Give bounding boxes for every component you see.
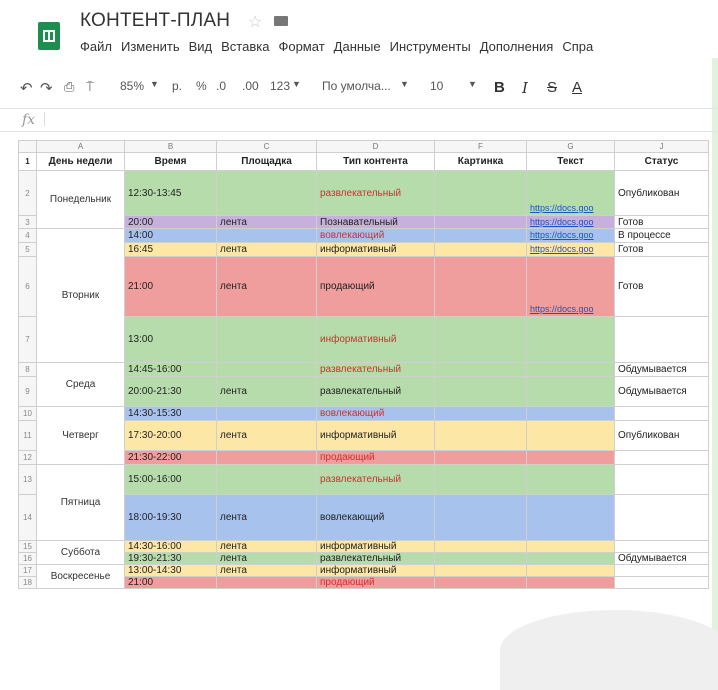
status-cell[interactable] — [615, 451, 709, 465]
content-type-cell[interactable]: развлекательный — [317, 465, 435, 495]
font-select[interactable]: По умолча... — [322, 79, 391, 93]
content-type-cell[interactable]: вовлекающий — [317, 229, 435, 243]
row-number[interactable]: 11 — [19, 421, 37, 451]
platform-cell[interactable]: лента — [217, 257, 317, 317]
menu-insert[interactable]: Вставка — [221, 39, 270, 54]
text-color-button[interactable]: A — [572, 79, 583, 96]
row-number[interactable]: 12 — [19, 451, 37, 465]
text-cell[interactable] — [527, 229, 615, 243]
column-header-a[interactable]: A — [37, 141, 125, 153]
platform-cell[interactable]: лента — [217, 553, 317, 565]
content-type-cell[interactable]: развлекательный — [317, 377, 435, 407]
text-cell[interactable] — [527, 465, 615, 495]
strikethrough-button[interactable]: S — [547, 79, 558, 96]
image-cell[interactable] — [435, 229, 527, 243]
column-header-f[interactable]: F — [435, 141, 527, 153]
content-type-cell[interactable]: развлекательный — [317, 553, 435, 565]
table-row — [19, 171, 709, 216]
day-cell[interactable]: Воскресенье — [37, 565, 125, 589]
platform-cell[interactable] — [217, 229, 317, 243]
platform-cell[interactable]: лента — [217, 377, 317, 407]
header-status[interactable]: Статус — [615, 153, 709, 171]
text-cell[interactable] — [527, 171, 615, 216]
time-cell[interactable]: 14:45-16:00 — [125, 363, 217, 377]
font-size-chevron-down-icon[interactable]: ▼ — [468, 79, 477, 89]
platform-cell[interactable] — [217, 363, 317, 377]
content-type-cell[interactable]: развлекательный — [317, 171, 435, 216]
status-cell[interactable] — [615, 577, 709, 589]
content-type-cell[interactable]: информативный — [317, 565, 435, 577]
menu-format[interactable]: Формат — [278, 39, 325, 54]
menu-data[interactable]: Данные — [333, 39, 381, 54]
platform-cell[interactable]: лента — [217, 216, 317, 229]
image-cell[interactable] — [435, 451, 527, 465]
platform-cell[interactable]: лента — [217, 541, 317, 553]
menu-view[interactable]: Вид — [188, 39, 213, 54]
text-cell[interactable] — [527, 577, 615, 589]
row-number[interactable]: 16 — [19, 553, 37, 565]
platform-cell[interactable]: лента — [217, 495, 317, 541]
time-cell[interactable]: 14:30-16:00 — [125, 541, 217, 553]
time-cell[interactable]: 13:00 — [125, 317, 217, 363]
status-cell[interactable]: Готов — [615, 243, 709, 257]
status-cell[interactable]: Обдумывается — [615, 363, 709, 377]
content-type-cell[interactable]: Познавательный — [317, 216, 435, 229]
content-type-cell[interactable]: продающий — [317, 577, 435, 589]
time-cell[interactable]: 16:45 — [125, 243, 217, 257]
time-cell[interactable]: 17:30-20:00 — [125, 421, 217, 451]
table-row — [19, 565, 709, 577]
status-cell[interactable] — [615, 541, 709, 553]
zoom-select[interactable]: 85% — [120, 79, 145, 93]
text-link[interactable]: https://docs.goo — [530, 216, 594, 227]
time-cell[interactable]: 13:00-14:30 — [125, 565, 217, 577]
time-cell[interactable]: 21:30-22:00 — [125, 451, 217, 465]
column-header-g[interactable]: G — [527, 141, 615, 153]
status-cell[interactable] — [615, 407, 709, 421]
row-number[interactable]: 5 — [19, 243, 37, 257]
column-header-j[interactable]: J — [615, 141, 709, 153]
text-cell[interactable] — [527, 257, 615, 317]
row-number[interactable]: 10 — [19, 407, 37, 421]
menu-tools[interactable]: Инструменты — [389, 39, 471, 54]
image-cell[interactable] — [435, 553, 527, 565]
app-header — [0, 0, 718, 58]
status-cell[interactable]: Опубликован — [615, 171, 709, 216]
time-cell[interactable]: 15:00-16:00 — [125, 465, 217, 495]
bold-button[interactable]: B — [494, 79, 505, 96]
content-type-cell[interactable]: информативный — [317, 243, 435, 257]
day-cell[interactable]: Четверг — [37, 407, 125, 465]
text-link[interactable]: https://docs.goo — [530, 304, 594, 314]
menu-addons[interactable]: Дополнения — [479, 39, 554, 54]
time-cell[interactable]: 21:00 — [125, 257, 217, 317]
platform-cell[interactable] — [217, 171, 317, 216]
image-cell[interactable] — [435, 565, 527, 577]
image-cell[interactable] — [435, 317, 527, 363]
paint-format-icon[interactable]: ⍑ — [86, 79, 94, 94]
image-cell[interactable] — [435, 465, 527, 495]
menu-bar — [80, 39, 602, 54]
font-size-select[interactable]: 10 — [430, 79, 444, 93]
text-link[interactable]: https://docs.goo — [530, 203, 594, 213]
header-content-type[interactable]: Тип контента — [317, 153, 435, 171]
decrease-decimal-button[interactable]: .0 — [216, 79, 227, 93]
table-row — [19, 229, 709, 243]
document-title[interactable]: КОНТЕНТ-ПЛАН — [80, 10, 231, 31]
decorative-shape — [500, 610, 718, 690]
content-type-cell[interactable]: вовлекающий — [317, 495, 435, 541]
image-cell[interactable] — [435, 171, 527, 216]
redo-icon[interactable]: ↷ — [40, 80, 53, 97]
platform-cell[interactable]: лента — [217, 243, 317, 257]
table-row — [19, 363, 709, 377]
fx-icon: fx — [22, 112, 36, 128]
row-number[interactable]: 17 — [19, 565, 37, 577]
content-type-cell[interactable]: продающий — [317, 451, 435, 465]
header-time[interactable]: Время — [125, 153, 217, 171]
sheets-logo-icon[interactable] — [38, 22, 60, 50]
font-chevron-down-icon[interactable]: ▼ — [400, 79, 409, 89]
table-row — [19, 407, 709, 421]
text-cell[interactable] — [527, 243, 615, 257]
increase-decimal-button[interactable]: .00 — [242, 79, 259, 93]
platform-cell[interactable]: лента — [217, 421, 317, 451]
row-number[interactable]: 13 — [19, 465, 37, 495]
time-cell[interactable]: 14:30-15:30 — [125, 407, 217, 421]
italic-button[interactable]: I — [522, 79, 528, 97]
platform-cell[interactable] — [217, 577, 317, 589]
platform-cell[interactable] — [217, 407, 317, 421]
status-cell[interactable] — [615, 495, 709, 541]
day-cell[interactable]: Вторник — [37, 229, 125, 363]
text-cell[interactable] — [527, 216, 615, 229]
status-cell[interactable]: Готов — [615, 257, 709, 317]
header-text[interactable]: Текст — [527, 153, 615, 171]
number-format-chevron-down-icon[interactable]: ▼ — [292, 79, 301, 89]
row-number[interactable]: 3 — [19, 216, 37, 229]
row-number[interactable]: 15 — [19, 541, 37, 553]
day-cell[interactable]: Среда — [37, 363, 125, 407]
image-cell[interactable] — [435, 216, 527, 229]
menu-edit[interactable]: Изменить — [120, 39, 180, 54]
platform-cell[interactable] — [217, 317, 317, 363]
row-number[interactable]: 2 — [19, 171, 37, 216]
corner-cell[interactable] — [19, 141, 37, 153]
time-cell[interactable]: 14:00 — [125, 229, 217, 243]
text-cell[interactable] — [527, 553, 615, 565]
text-link[interactable]: https://docs.goo — [530, 244, 594, 254]
time-cell[interactable]: 21:00 — [125, 577, 217, 589]
time-cell[interactable]: 18:00-19:30 — [125, 495, 217, 541]
platform-cell[interactable] — [217, 451, 317, 465]
image-cell[interactable] — [435, 377, 527, 407]
time-cell[interactable]: 12:30-13:45 — [125, 171, 217, 216]
day-cell[interactable]: Пятница — [37, 465, 125, 541]
folder-icon[interactable] — [274, 16, 288, 26]
content-type-cell[interactable]: вовлекающий — [317, 407, 435, 421]
row-number[interactable]: 8 — [19, 363, 37, 377]
header-platform[interactable]: Площадка — [217, 153, 317, 171]
table-row — [19, 465, 709, 495]
zoom-chevron-down-icon[interactable]: ▼ — [150, 79, 159, 89]
column-header-c[interactable]: C — [217, 141, 317, 153]
status-cell[interactable]: Опубликован — [615, 421, 709, 451]
menu-file[interactable]: Файл — [80, 39, 112, 54]
text-cell[interactable] — [527, 565, 615, 577]
text-cell[interactable] — [527, 377, 615, 407]
status-cell[interactable] — [615, 465, 709, 495]
row-number[interactable]: 9 — [19, 377, 37, 407]
image-cell[interactable] — [435, 363, 527, 377]
row-number[interactable]: 14 — [19, 495, 37, 541]
text-link[interactable]: https://docs.goo — [530, 230, 594, 240]
content-type-cell[interactable]: продающий — [317, 257, 435, 317]
row-number[interactable]: 7 — [19, 317, 37, 363]
day-cell[interactable]: Суббота — [37, 541, 125, 565]
header-image[interactable]: Картинка — [435, 153, 527, 171]
platform-cell[interactable]: лента — [217, 565, 317, 577]
text-cell[interactable] — [527, 317, 615, 363]
image-cell[interactable] — [435, 541, 527, 553]
status-cell[interactable] — [615, 565, 709, 577]
image-cell[interactable] — [435, 257, 527, 317]
column-header-row — [19, 141, 709, 153]
column-header-b[interactable]: B — [125, 141, 217, 153]
print-icon[interactable]: ⎙ — [64, 79, 75, 94]
header-day[interactable]: День недели — [37, 153, 125, 171]
toolbar — [0, 76, 718, 104]
currency-format-button[interactable]: р. — [172, 79, 183, 93]
table-row — [19, 541, 709, 553]
undo-icon[interactable]: ↶ — [20, 80, 33, 97]
column-header-d[interactable]: D — [317, 141, 435, 153]
time-cell[interactable]: 20:00 — [125, 216, 217, 229]
row-number[interactable]: 4 — [19, 229, 37, 243]
row-number[interactable]: 6 — [19, 257, 37, 317]
menu-help[interactable]: Спра — [562, 39, 594, 54]
content-type-cell[interactable]: информативный — [317, 317, 435, 363]
text-cell[interactable] — [527, 421, 615, 451]
text-cell[interactable] — [527, 451, 615, 465]
status-cell[interactable]: Обдумывается — [615, 553, 709, 565]
text-cell[interactable] — [527, 495, 615, 541]
time-cell[interactable]: 19:30-21:30 — [125, 553, 217, 565]
image-cell[interactable] — [435, 495, 527, 541]
image-cell[interactable] — [435, 243, 527, 257]
spreadsheet-grid — [18, 140, 709, 589]
star-icon[interactable]: ☆ — [248, 14, 263, 31]
content-type-cell[interactable]: информативный — [317, 421, 435, 451]
row-number[interactable]: 1 — [19, 153, 37, 171]
formula-bar — [0, 108, 718, 132]
number-format-select[interactable]: 123 — [270, 79, 291, 93]
status-cell[interactable]: В процессе — [615, 229, 709, 243]
platform-cell[interactable] — [217, 465, 317, 495]
status-cell[interactable]: Готов — [615, 216, 709, 229]
image-cell[interactable] — [435, 407, 527, 421]
table-header-row — [19, 153, 709, 171]
row-number[interactable]: 18 — [19, 577, 37, 589]
time-cell[interactable]: 20:00-21:30 — [125, 377, 217, 407]
status-cell[interactable]: Обдумывается — [615, 377, 709, 407]
text-cell[interactable] — [527, 363, 615, 377]
percent-format-button[interactable]: % — [196, 79, 207, 93]
image-cell[interactable] — [435, 421, 527, 451]
text-cell[interactable] — [527, 541, 615, 553]
content-type-cell[interactable]: информативный — [317, 541, 435, 553]
content-type-cell[interactable]: развлекательный — [317, 363, 435, 377]
day-cell[interactable]: Понедельник — [37, 171, 125, 229]
status-cell[interactable] — [615, 317, 709, 363]
text-cell[interactable] — [527, 407, 615, 421]
image-cell[interactable] — [435, 577, 527, 589]
